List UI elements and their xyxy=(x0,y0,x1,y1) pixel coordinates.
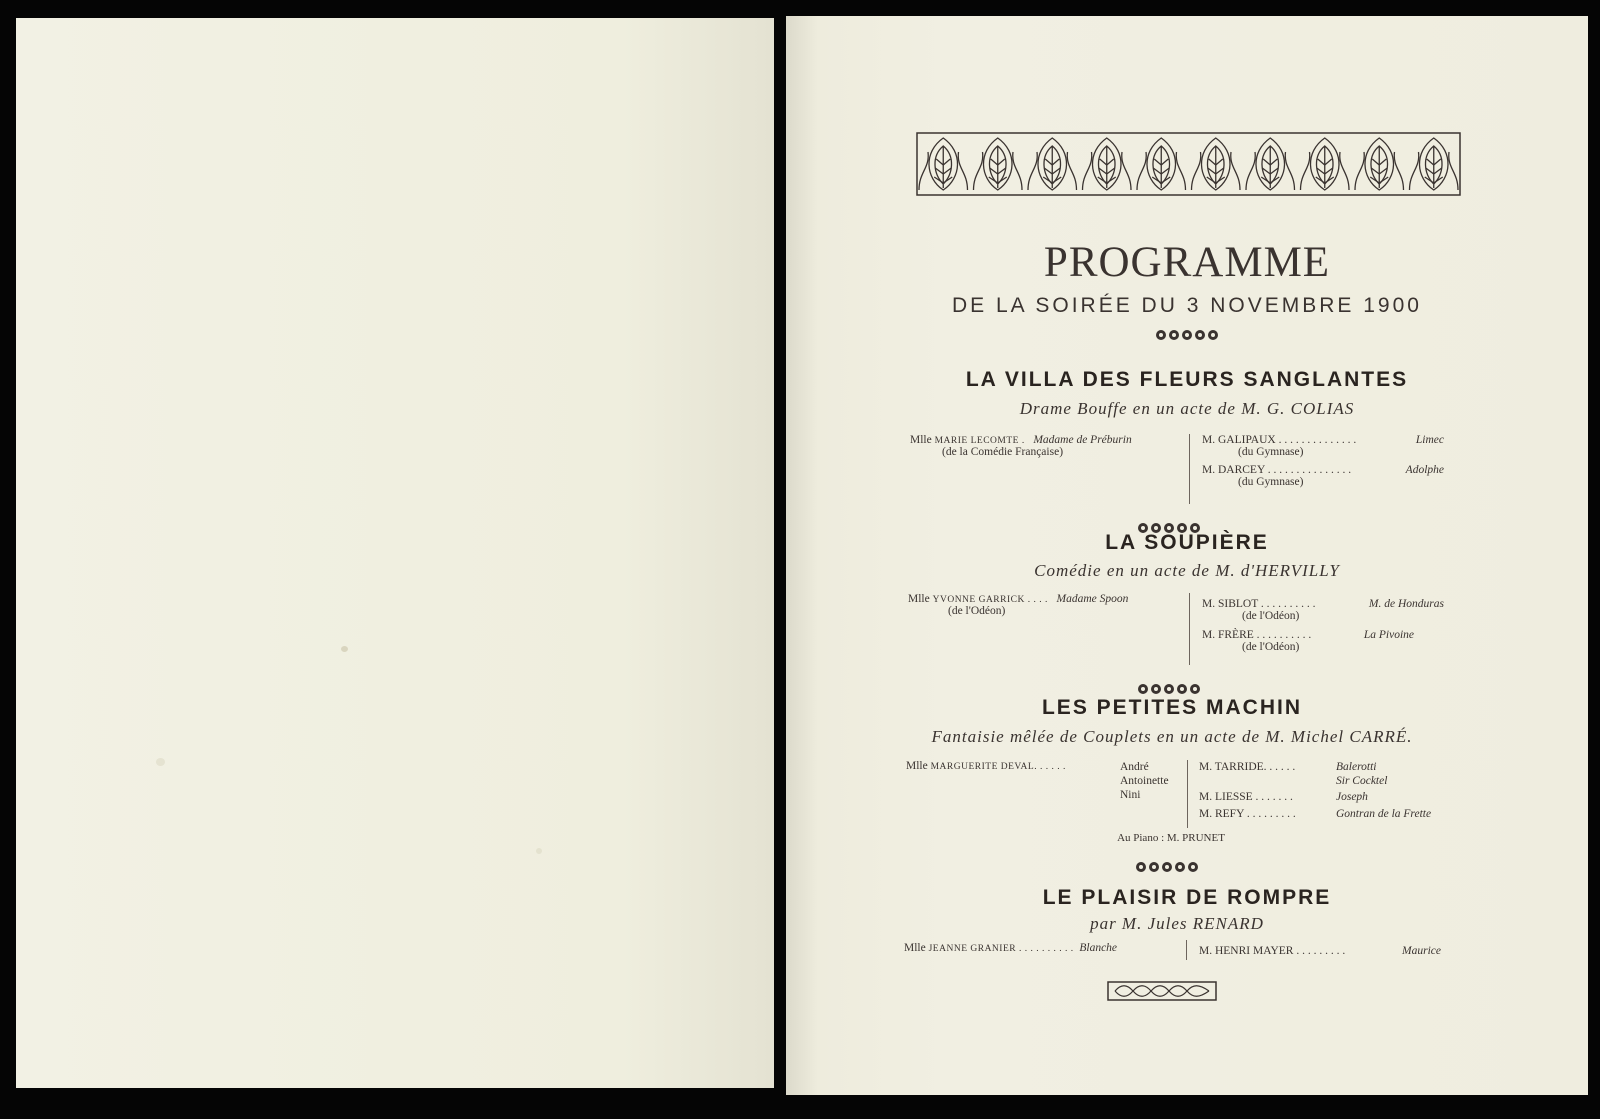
actor-name: MARIE LECOMTE . xyxy=(934,436,1025,446)
paper-stain xyxy=(341,646,348,652)
role-name: Maurice xyxy=(1402,945,1441,957)
cast-right xyxy=(1199,945,1441,957)
theatre-note: (de l'Odéon) xyxy=(1242,641,1300,653)
actor-name: M. DARCEY . . . . . . . . . . . . . . . xyxy=(1202,464,1352,476)
actor-name: M. REFY . . . . . . . . . xyxy=(1199,808,1296,820)
actor-name: M. HENRI MAYER . . . . . . . . . xyxy=(1199,945,1346,957)
title-prefix: Mlle xyxy=(904,942,926,954)
theatre-note: (de l'Odéon) xyxy=(948,605,1006,617)
frieze-leaf-motif xyxy=(1246,138,1295,190)
ornament-flower-center xyxy=(1154,687,1158,691)
left-page xyxy=(16,18,774,1088)
role-name: Blanche xyxy=(1079,942,1118,954)
frieze-leaf-motif xyxy=(1137,138,1186,190)
title-prefix: Mlle xyxy=(906,760,928,772)
ornament-flower-center xyxy=(1178,865,1182,869)
ornament-flower-center xyxy=(1211,333,1215,337)
paper-stain xyxy=(536,848,542,854)
frieze-leaf-motif xyxy=(1028,138,1077,190)
column-divider xyxy=(1187,760,1188,828)
ornament-flower-center xyxy=(1139,865,1143,869)
ornament-flower-center xyxy=(1159,333,1163,337)
art-nouveau-frieze xyxy=(916,132,1461,196)
column-divider xyxy=(1189,593,1190,665)
play-subtitle: Comédie en un acte de M. d'HERVILLY xyxy=(1034,561,1340,580)
role-name: Adolphe xyxy=(1405,464,1444,476)
ornament-flower-center xyxy=(1152,865,1156,869)
cast-right xyxy=(1202,434,1444,494)
role-name: André xyxy=(1120,761,1149,773)
ornament-flower-center xyxy=(1191,865,1195,869)
flower-ornament xyxy=(1134,858,1200,876)
cast-right xyxy=(1202,598,1444,660)
cast-right xyxy=(1199,760,1439,824)
theatre-note: (du Gymnase) xyxy=(1238,446,1304,458)
right-page xyxy=(786,16,1588,1095)
cast-left xyxy=(906,760,1066,772)
ornament-flower-center xyxy=(1141,526,1145,530)
play-subtitle: par M. Jules RENARD xyxy=(1090,914,1264,933)
ornament-flower-center xyxy=(1167,687,1171,691)
ornament-flower-center xyxy=(1180,687,1184,691)
play-title: LA VILLA DES FLEURS SANGLANTES xyxy=(965,368,1409,391)
title-prefix: Mlle xyxy=(910,434,932,446)
frieze-leaf-motif xyxy=(1410,138,1459,190)
actor-name: M. FRÈRE . . . . . . . . . . xyxy=(1202,629,1312,641)
ornament-flower-center xyxy=(1193,687,1197,691)
flower-ornament xyxy=(1154,326,1220,344)
actor-name: YVONNE GARRICK . . . . xyxy=(932,595,1048,605)
role-name: Madame de Préburin xyxy=(1033,434,1132,446)
frieze-leaf-motif xyxy=(1083,138,1132,190)
role-list xyxy=(1120,760,1169,802)
ornament-flower-center xyxy=(1141,687,1145,691)
cast-left xyxy=(904,942,1117,954)
theatre-note: (du Gymnase) xyxy=(1238,476,1304,488)
cast-left xyxy=(910,434,1132,458)
column-divider xyxy=(1186,940,1187,960)
frieze-leaf-motif xyxy=(974,138,1023,190)
actor-name: M. LIESSE . . . . . . . xyxy=(1199,791,1293,803)
role-name: Antoinette xyxy=(1120,775,1169,787)
role-name: Nini xyxy=(1120,789,1141,801)
ornament-flower-center xyxy=(1193,526,1197,530)
column-divider xyxy=(1189,434,1190,504)
piano-credit: Au Piano : M. PRUNET xyxy=(1117,832,1225,844)
actor-name: M. SIBLOT . . . . . . . . . . xyxy=(1202,598,1316,610)
frieze-leaf-motif xyxy=(1355,138,1404,190)
role-name: Balerotti xyxy=(1336,761,1377,773)
play-subtitle: Fantaisie mêlée de Couplets en un acte de M. Michel CARRÉ. xyxy=(931,727,1413,746)
theatre-note: (de l'Odéon) xyxy=(1242,610,1300,622)
frieze-leaf-motif xyxy=(919,138,968,190)
play-title: LA SOUPIÈRE xyxy=(1105,531,1269,554)
actor-name: JEANNE GRANIER . . . . . . . . . . xyxy=(928,944,1074,954)
play-title: LES PETITES MACHIN xyxy=(1041,696,1303,719)
ornament-flower-center xyxy=(1180,526,1184,530)
role-name: La Pivoine xyxy=(1363,629,1414,641)
frieze-leaf-motif xyxy=(1192,138,1241,190)
play-title: LE PLAISIR DE ROMPRE xyxy=(1042,886,1332,909)
actor-name: M. TARRIDE. . . . . . xyxy=(1199,761,1296,773)
role-name: Madame Spoon xyxy=(1056,593,1129,605)
programme-title: PROGRAMME xyxy=(1043,239,1331,286)
theatre-note: (de la Comédie Française) xyxy=(942,446,1064,458)
closing-ornament xyxy=(1107,981,1217,1001)
ornament-flower-center xyxy=(1198,333,1202,337)
paper-stain xyxy=(156,758,165,766)
role-name: Limec xyxy=(1415,434,1444,446)
role-name: Sir Cocktel xyxy=(1336,775,1388,787)
ornament-flower-center xyxy=(1167,526,1171,530)
ornament-flower-center xyxy=(1154,526,1158,530)
frieze-leaf-motif xyxy=(1301,138,1350,190)
actor-name: MARGUERITE DEVAL. . . . . . xyxy=(930,762,1066,772)
role-name: Joseph xyxy=(1336,791,1368,803)
ornament-flower-center xyxy=(1185,333,1189,337)
role-name: Gontran de la Frette xyxy=(1336,808,1432,820)
cast-left xyxy=(908,593,1128,617)
programme-date: DE LA SOIRÉE DU 3 NOVEMBRE 1900 xyxy=(952,294,1422,317)
title-prefix: Mlle xyxy=(908,593,930,605)
ornament-flower-center xyxy=(1172,333,1176,337)
play-subtitle: Drame Bouffe en un acte de M. G. COLIAS xyxy=(1019,399,1355,418)
actor-name: M. GALIPAUX . . . . . . . . . . . . . . xyxy=(1202,434,1357,446)
role-name: M. de Honduras xyxy=(1368,598,1444,610)
ornament-flower-center xyxy=(1165,865,1169,869)
